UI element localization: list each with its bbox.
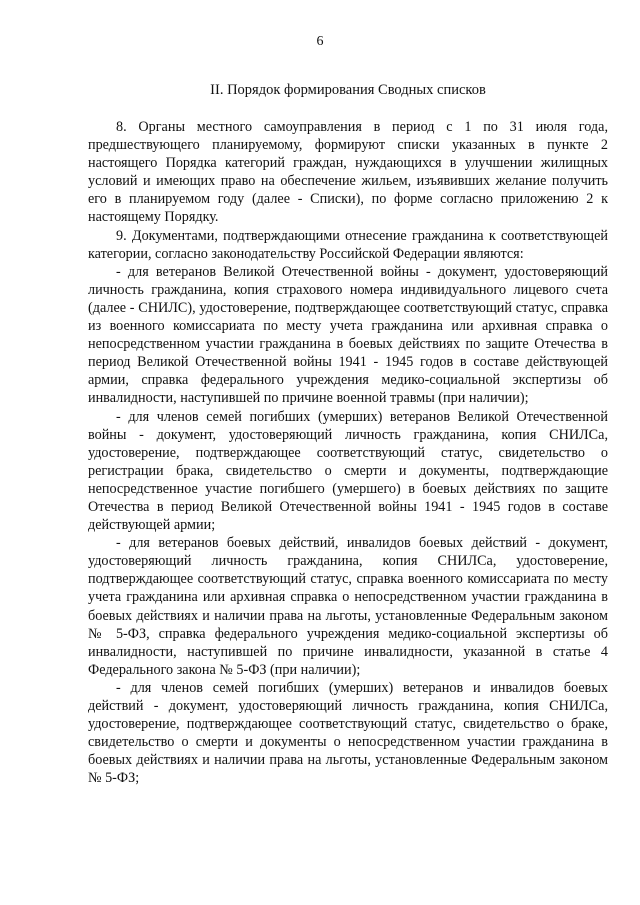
list-item-combat-veteran-families: - для членов семей погибших (умерших) ветеранов и инвалидов боевых действий - документ, удостоверяющий личность гражданина, копия СНИЛСа, удостоверение, подтверждающее соответствующий статус, свидетельство о браке, свидетельство о смерти и документы о непосредственном участии гражданина в боевых действиях и наличии права на льготы, установленные Федеральным законом № 5-ФЗ;	[88, 679, 608, 787]
list-item-wwii-veteran-families: - для членов семей погибших (умерших) ветеранов Великой Отечественной войны - документ, удостоверяющий личность гражданина, копия СНИЛСа, удостоверение, подтверждающее соответствующий статус, свидетельство о регистрации брака, свидетельство о смерти и документы, подтверждающие непосредственное участие погибшего (умершего) в боевых действиях по защите Отечества в период Великой Отечественной войны 1941 - 1945 годов в составе действующей армии;	[88, 408, 608, 534]
list-item-wwii-veterans: - для ветеранов Великой Отечественной войны - документ, удостоверяющий личность гражданина, копия страхового номера индивидуального лицевого счета (далее - СНИЛС), удостоверение, подтверждающее соответствующий статус, справка из военного комиссариата по месту учета гражданина или архивная справка о непосредственном участии гражданина в боевых действиях по защите Отечества в период Великой Отечественной войны 1941 - 1945 годов в составе действующей армии, справка федерального учреждения медико-социальной экспертизы об инвалидности, наступившей по причине военной травмы (при наличии);	[88, 263, 608, 407]
list-item-combat-veterans: - для ветеранов боевых действий, инвалидов боевых действий - документ, удостоверяющий личность гражданина, копия СНИЛСа, удостоверение, подтверждающее соответствующий статус, справка военного комиссариата по месту учета гражданина или архивная справка о непосредственном участии гражданина в боевых действиях и наличии права на льготы, установленные Федеральным законом № 5-ФЗ, справка федерального учреждения медико-социальной экспертизы об инвалидности, наступившей по причине инвалидности, указанной в статье 4 Федерального закона № 5-ФЗ (при наличии);	[88, 535, 608, 678]
paragraph-8: 8. Органы местного самоуправления в период с 1 по 31 июля года, предшествующего планируемому, формируют списки указанных в пункте 2 настоящего Порядка категорий граждан, нуждающихся в улучшении жилищных условий и имеющих право на обеспечение жильем, изъявивших желание получить его в планируемом году (далее - Списки), по форме согласно приложению 2 к настоящему Порядку.	[88, 119, 608, 226]
document-body	[88, 118, 608, 787]
section-title: II. Порядок формирования Сводных списков	[210, 82, 486, 98]
paragraph-9: 9. Документами, подтверждающими отнесение гражданина к соответствующей категории, согласно законодательству Российской Федерации являются:	[88, 227, 608, 262]
page-number: 6	[316, 34, 324, 49]
